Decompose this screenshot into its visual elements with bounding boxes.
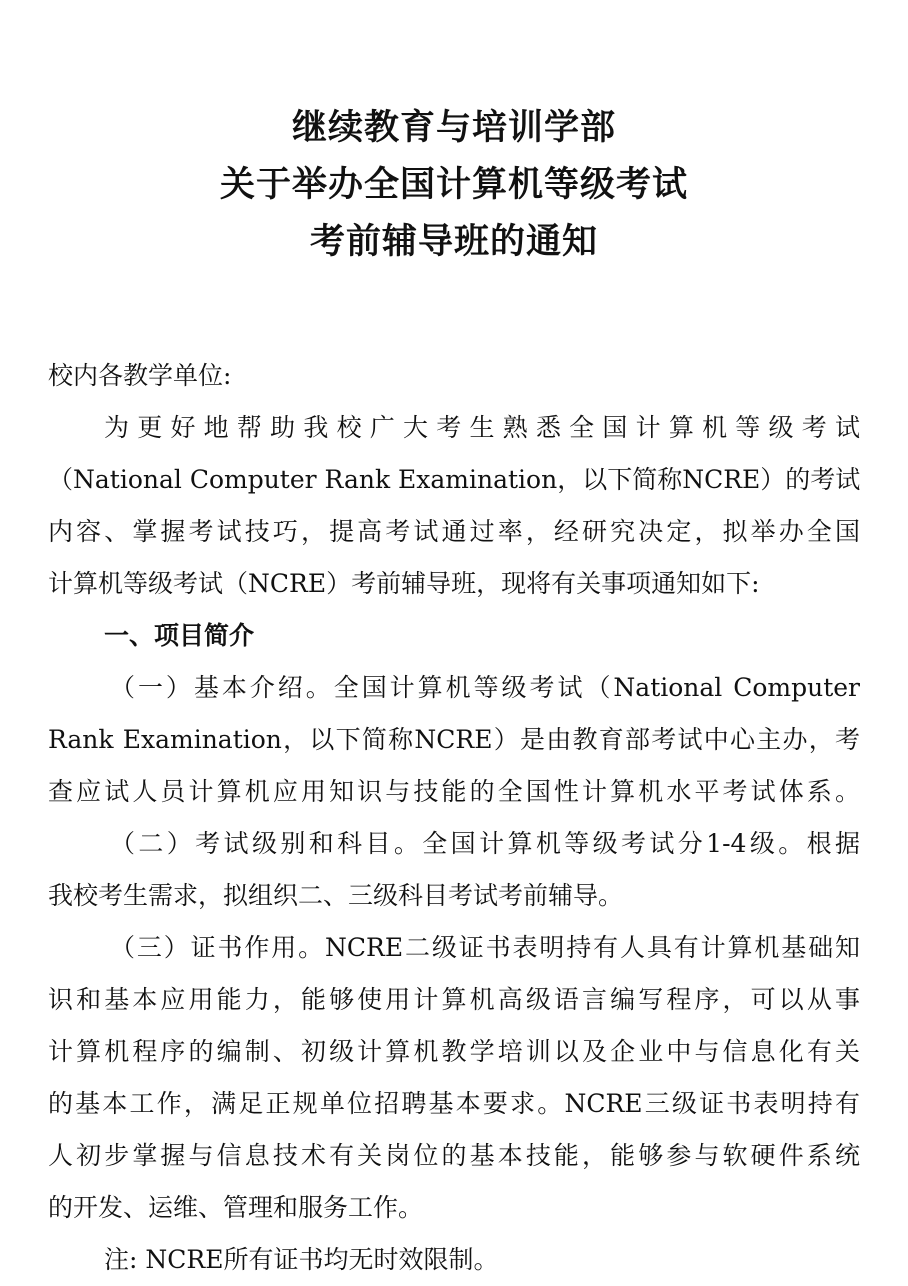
title-line-3: 考前辅导班的通知 (309, 222, 598, 262)
salutation: 校内各教学单位: (48, 361, 232, 390)
item2-line-1: （二）考试级别和科目。全国计算机等级考试分1-4级。根据 (110, 829, 860, 858)
item3-line-3: 计算机程序的编制、初级计算机教学培训以及企业中与信息化有关 (48, 1037, 860, 1066)
section-heading-project-intro: 一、项目简介 (104, 621, 255, 650)
intro-line-1: 为更好地帮助我校广大考生熟悉全国计算机等级考试 (104, 413, 860, 442)
item3-line-2: 识和基本应用能力，能够使用计算机高级语言编写程序，可以从事 (48, 985, 860, 1014)
notice-title (0, 100, 908, 271)
item3-line-5: 人初步掌握与信息技术有关岗位的基本技能，能够参与软硬件系统 (48, 1141, 860, 1170)
intro-line-2: （National Computer Rank Examination，以下简称NCRE）的考试 (48, 465, 861, 494)
item3-line-1: （三）证书作用。NCRE二级证书表明持有人具有计算机基础知 (110, 933, 860, 962)
item3-line-4: 的基本工作，满足正规单位招聘基本要求。NCRE三级证书表明持有 (48, 1089, 860, 1118)
title-line-2: 关于举办全国计算机等级考试 (219, 165, 688, 205)
note-line: 注: NCRE所有证书均无时效限制。 (104, 1245, 499, 1274)
intro-line-4: 计算机等级考试（NCRE）考前辅导班，现将有关事项通知如下: (48, 569, 760, 598)
item1-line-2: Rank Examination，以下简称NCRE）是由教育部考试中心主办，考 (48, 725, 860, 754)
item3-line-6: 的开发、运维、管理和服务工作。 (48, 1193, 424, 1222)
item1-line-1: （一）基本介绍。全国计算机等级考试（National Computer (110, 673, 860, 702)
title-line-1: 继续教育与培训学部 (291, 108, 616, 148)
item2-line-2: 我校考生需求，拟组织二、三级科目考试考前辅导。 (48, 881, 624, 910)
intro-line-3: 内容、掌握考试技巧，提高考试通过率，经研究决定，拟举办全国 (48, 517, 860, 546)
item1-line-3: 查应试人员计算机应用知识与技能的全国性计算机水平考试体系。 (48, 777, 860, 806)
